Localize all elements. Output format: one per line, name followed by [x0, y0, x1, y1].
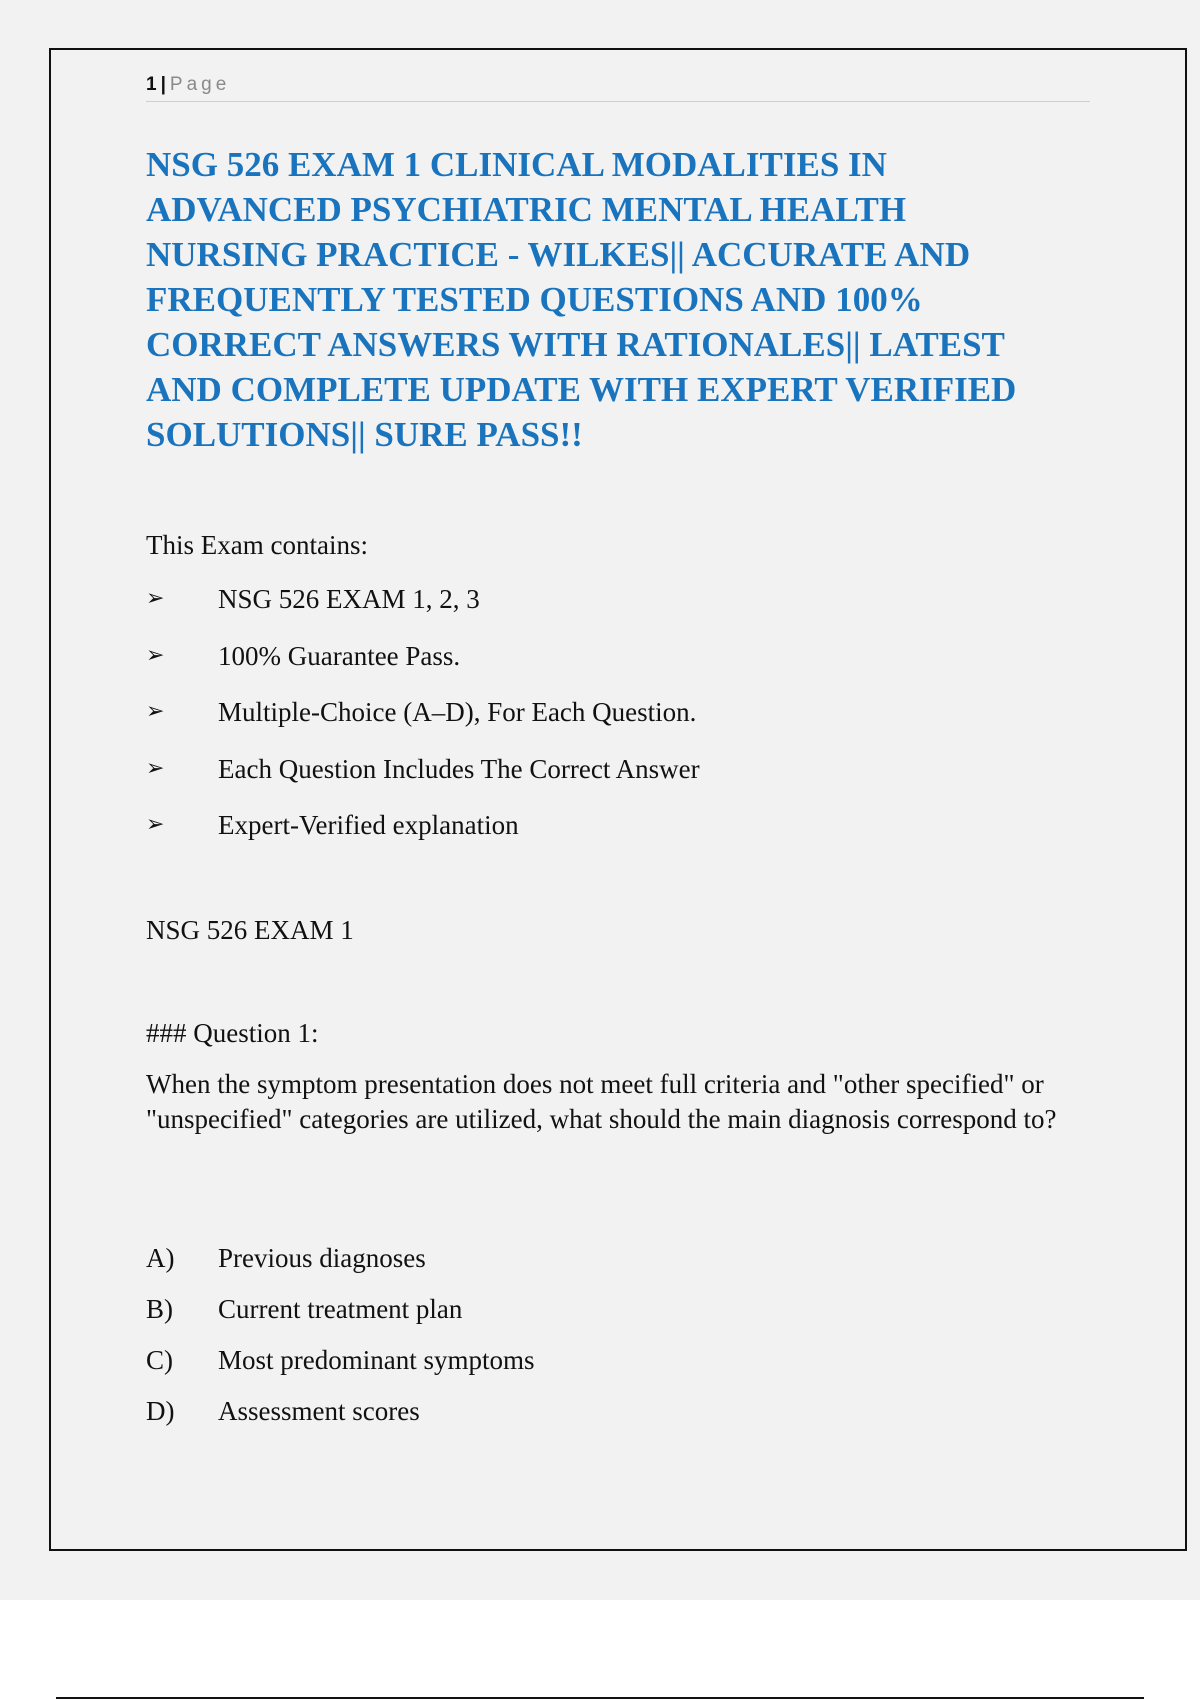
- answer-option: [146, 1241, 535, 1292]
- arrow-bullet-icon: ➢: [146, 699, 165, 724]
- question-heading: ### Question 1:: [146, 1018, 319, 1048]
- page-word: Page: [169, 74, 231, 95]
- exam-contents-list: [146, 582, 700, 865]
- exam-section-label: NSG 526 EXAM 1: [146, 915, 354, 945]
- list-item-text: NSG 526 EXAM 1, 2, 3: [218, 584, 480, 614]
- list-item: [146, 695, 700, 752]
- list-item-text: 100% Guarantee Pass.: [218, 640, 461, 671]
- footer-divider: [56, 1697, 1144, 1699]
- question-text: When the symptom presentation does not meet full criteria and "other specified" or "unspecified" categories are utilized, what should the main diagnosis correspond to?: [146, 1069, 1057, 1134]
- arrow-bullet-icon: ➢: [146, 812, 165, 837]
- list-item-text: Multiple-Choice (A–D), For Each Question.: [218, 697, 697, 727]
- header-separator: |: [160, 74, 166, 95]
- list-item: [146, 639, 700, 696]
- answer-option: [146, 1343, 535, 1394]
- answer-option: [146, 1394, 535, 1445]
- page-header: [146, 72, 1090, 102]
- page-number: 1: [146, 74, 157, 95]
- arrow-bullet-icon: ➢: [146, 586, 165, 611]
- option-letter: C): [146, 1345, 173, 1375]
- answer-options: [146, 1241, 535, 1445]
- list-item-text: Each Question Includes The Correct Answer: [218, 753, 700, 784]
- option-letter: A): [146, 1243, 175, 1273]
- option-letter: B): [146, 1294, 173, 1324]
- option-text: Assessment scores: [218, 1396, 420, 1426]
- exam-contents-intro: This Exam contains:: [146, 530, 368, 560]
- arrow-bullet-icon: ➢: [146, 755, 165, 781]
- option-text: Most predominant symptoms: [218, 1345, 535, 1375]
- arrow-bullet-icon: ➢: [146, 642, 165, 668]
- list-item: [146, 752, 700, 809]
- option-letter: D): [146, 1396, 175, 1426]
- list-item: [146, 582, 700, 639]
- list-item-text: Expert-Verified explanation: [218, 810, 519, 840]
- document-title: NSG 526 EXAM 1 CLINICAL MODALITIES IN ADVANCED PSYCHIATRIC MENTAL HEALTH NURSING PRACTICE - WILKES|| ACCURATE AND FREQUENTLY TESTED QUESTIONS AND 100% CORRECT ANSWERS WITH RATIONALES|| LATEST AND COMPLETE UPDATE WITH EXPERT VERIFIED SOLUTIONS|| SURE PASS!!: [146, 145, 1017, 454]
- option-text: Current treatment plan: [218, 1294, 463, 1324]
- answer-option: [146, 1292, 535, 1343]
- list-item: [146, 808, 700, 865]
- option-text: Previous diagnoses: [218, 1243, 426, 1273]
